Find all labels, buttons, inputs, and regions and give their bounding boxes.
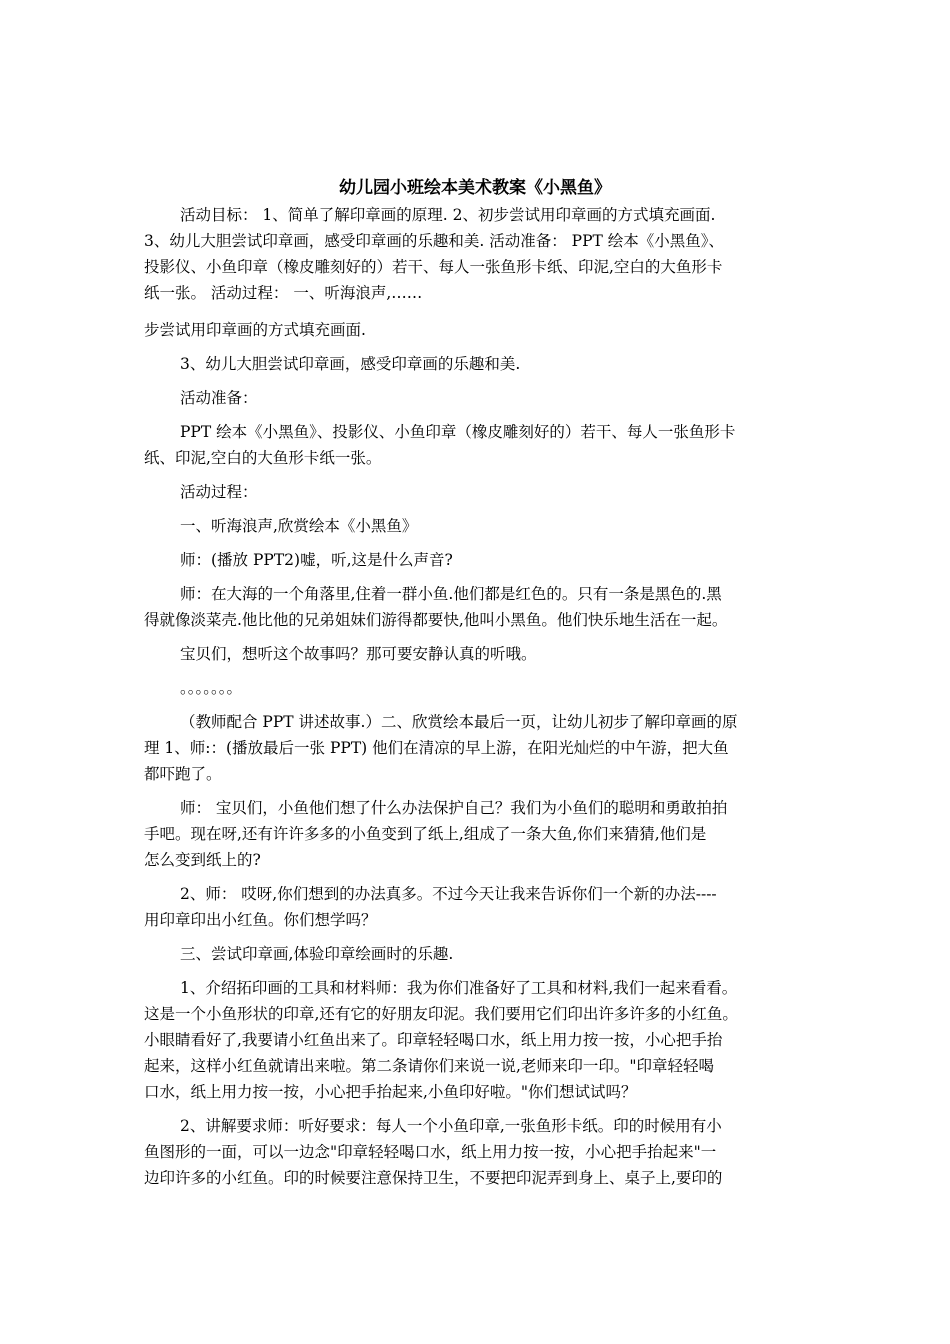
text-line: 纸、印泥,空白的大鱼形卡纸一张。: [144, 449, 382, 467]
paragraph: [144, 547, 814, 573]
paragraph: [144, 351, 814, 377]
text-line: 步尝试用印章画的方式填充画面.: [144, 321, 366, 339]
text-line: 都吓跑了。: [144, 765, 222, 783]
text-line: 纸一张。 活动过程： 一、听海浪声,……: [144, 284, 423, 302]
paragraph-objectives: [144, 202, 814, 306]
text-line: （教师配合 PPT 讲述故事.）二、欣赏绘本最后一页，让幼儿初步了解印章画的原: [180, 713, 738, 731]
text-line: 一、听海浪声,欣赏绘本《小黑鱼》: [180, 517, 418, 535]
text-line: 活动目标： 1、简单了解印章画的原理. 2、初步尝试用印章画的方式填充画面.: [180, 206, 716, 224]
paragraph: [144, 513, 814, 539]
text-line: 用印章印出小红鱼。你们想学吗？: [144, 911, 377, 929]
paragraph: [144, 581, 814, 633]
paragraph: [144, 941, 814, 967]
text-line: 鱼图形的一面，可以一边念"印章轻轻喝口水，纸上用力按一按，小心把手抬起来"一: [144, 1143, 717, 1161]
text-line: 投影仪、小鱼印章（橡皮雕刻好的）若干、每人一张鱼形卡纸、印泥,空白的大鱼形卡: [144, 258, 723, 276]
text-line: 理 1、师:：(播放最后一张 PPT) 他们在清凉的早上游，在阳光灿烂的中午游，把大鱼: [144, 739, 729, 757]
text-line: 宝贝们，想听这个故事吗？那可要安静认真的听哦。: [180, 645, 537, 663]
text-line: 活动准备：: [180, 389, 258, 407]
paragraph: [144, 641, 814, 667]
paragraph-heading-process: [144, 479, 814, 505]
document-title: 幼儿园小班绘本美术教案《小黑鱼》: [339, 178, 611, 198]
text-line: 。。。。。。。: [180, 679, 243, 697]
text-line: 师： 宝贝们，小鱼他们想了什么办法保护自己？我们为小鱼们的聪明和勇敢拍拍: [180, 799, 728, 817]
text-line: 边印许多的小红鱼。印的时候要注意保持卫生，不要把印泥弄到身上、桌子上,要印的: [144, 1169, 723, 1187]
text-line: 怎么变到纸上的?: [144, 851, 261, 869]
paragraph: [144, 317, 814, 343]
paragraph: [144, 795, 814, 873]
paragraph: [144, 419, 814, 471]
text-line: 3、幼儿大胆尝试印章画，感受印章画的乐趣和美.: [180, 355, 521, 373]
text-line: 活动过程：: [180, 483, 258, 501]
text-line: 手吧。现在呀,还有许许多多的小鱼变到了纸上,组成了一条大鱼,你们来猜猜,他们是: [144, 825, 707, 843]
text-line: 起来，这样小红鱼就请出来啦。第二条请你们来说一说,老师来印一印。"印章轻轻喝: [144, 1057, 715, 1075]
text-line: 得就像淡菜壳.他比他的兄弟姐妹们游得都要快,他叫小黑鱼。他们快乐地生活在一起。: [144, 611, 728, 629]
text-line: PPT 绘本《小黑鱼》、投影仪、小鱼印章（橡皮雕刻好的）若干、每人一张鱼形卡: [180, 423, 736, 441]
text-line: 2、师： 哎呀,你们想到的办法真多。不过今天让我来告诉你们一个新的办法----: [180, 885, 717, 903]
paragraph-ellipsis: [144, 675, 814, 701]
text-line: 小眼睛看好了,我要请小红鱼出来了。印章轻轻喝口水，纸上用力按一按，小心把手抬: [144, 1031, 723, 1049]
document-body: [144, 202, 814, 1191]
paragraph: [144, 709, 814, 787]
text-line: 师：(播放 PPT2)嘘，听,这是什么声音?: [180, 551, 453, 569]
text-line: 师：在大海的一个角落里,住着一群小鱼.他们都是红色的。只有一条是黑色的.黑: [180, 585, 722, 603]
text-line: 三、尝试印章画,体验印章绘画时的乐趣.: [180, 945, 454, 963]
paragraph: [144, 881, 814, 933]
text-line: 这是一个小鱼形状的印章,还有它的好朋友印泥。我们要用它们印出许多许多的小红鱼。: [144, 1005, 738, 1023]
text-line: 3、幼儿大胆尝试印章画，感受印章画的乐趣和美. 活动准备： PPT 绘本《小黑鱼》、: [144, 232, 725, 250]
text-line: 口水，纸上用力按一按，小心把手抬起来,小鱼印好啦。"你们想试试吗？: [144, 1083, 637, 1101]
paragraph-heading-preparation: [144, 385, 814, 411]
paragraph: [144, 975, 814, 1105]
text-line: 1、介绍拓印画的工具和材料师：我为你们准备好了工具和材料,我们一起来看看。: [180, 979, 738, 997]
paragraph: [144, 1113, 814, 1191]
text-line: 2、讲解要求师：听好要求：每人一个小鱼印章,一张鱼形卡纸。印的时候用有小: [180, 1117, 722, 1135]
